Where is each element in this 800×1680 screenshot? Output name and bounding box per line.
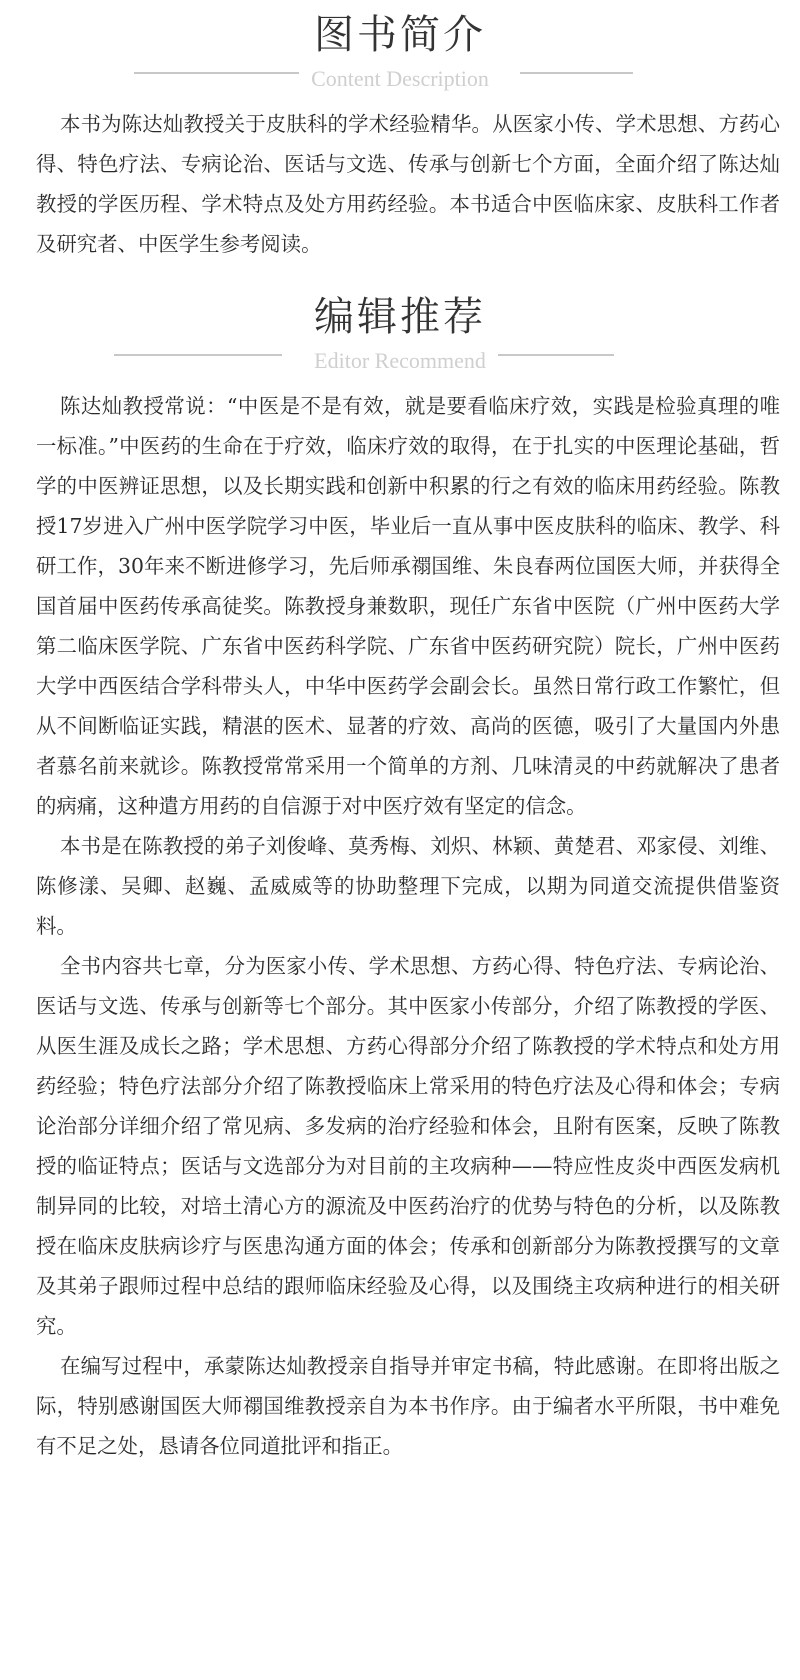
recommend-subtitle: Editor Recommend [314,348,486,373]
intro-body [0,104,800,264]
recommend-section [0,282,800,1466]
recommend-paragraph: 本书是在陈教授的弟子刘俊峰、莫秀梅、刘炽、林颖、黄楚君、邓家侵、刘维、陈修漾、吴卿、赵巍、孟威威等的协助整理下完成，以期为同道交流提供借鉴资料。 [36,834,780,938]
recommend-body [0,386,800,1466]
intro-section [0,0,800,264]
intro-title: 图书简介 [314,12,486,58]
intro-paragraph: 本书为陈达灿教授关于皮肤科的学术经验精华。从医家小传、学术思想、方药心得、特色疗法、专病论治、医话与文选、传承与创新七个方面，全面介绍了陈达灿教授的学医历程、学术特点及处方用药经验。本书适合中医临床家、皮肤科工作者及研究者、中医学生参考阅读。 [36,112,780,256]
recommend-header [0,282,800,382]
intro-header [0,0,800,100]
intro-subtitle: Content Description [311,66,489,91]
recommend-paragraph: 陈达灿教授常说：“中医是不是有效，就是要看临床疗效，实践是检验真理的唯一标准。”中医药的生命在于疗效，临床疗效的取得，在于扎实的中医理论基础，哲学的中医辨证思想，以及长期实践和创新中积累的行之有效的临床用药经验。陈教授17岁进入广州中医学院学习中医，毕业后一直从事中医皮肤科的临床、教学、科研工作，30年来不断进修学习，先后师承禤国维、朱良春两位国医大师，并获得全国首届中医药传承高徒奖。陈教授身兼数职，现任广东省中医院（广州中医药大学第二临床医学院、广东省中医药科学院、广东省中医药研究院）院长，广州中医药大学中西医结合学科带头人，中华中医药学会副会长。虽然日常行政工作繁忙，但从不间断临证实践，精湛的医术、显著的疗效、高尚的医德，吸引了大量国内外患者慕名前来就诊。陈教授常常采用一个简单的方剂、几味清灵的中药就解决了患者的病痛，这种遣方用药的自信源于对中医疗效有坚定的信念。 [36,394,780,818]
recommend-paragraph: 全书内容共七章，分为医家小传、学术思想、方药心得、特色疗法、专病论治、医话与文选、传承与创新等七个部分。其中医家小传部分，介绍了陈教授的学医、从医生涯及成长之路；学术思想、方药心得部分介绍了陈教授的学术特点和处方用药经验；特色疗法部分介绍了陈教授临床上常采用的特色疗法及心得和体会；专病论治部分详细介绍了常见病、多发病的治疗经验和体会，且附有医案，反映了陈教授的临证特点；医话与文选部分为对目前的主攻病种——特应性皮炎中西医发病机制异同的比较，对培土清心方的源流及中医药治疗的优势与特色的分析，以及陈教授在临床皮肤病诊疗与医患沟通方面的体会；传承和创新部分为陈教授撰写的文章及其弟子跟师过程中总结的跟师临床经验及心得，以及围绕主攻病种进行的相关研究。 [36,954,780,1338]
recommend-title: 编辑推荐 [314,294,486,340]
recommend-paragraph: 在编写过程中，承蒙陈达灿教授亲自指导并审定书稿，特此感谢。在即将出版之际，特别感谢国医大师禤国维教授亲自为本书作序。由于编者水平所限，书中难免有不足之处，恳请各位同道批评和指正。 [36,1354,780,1458]
